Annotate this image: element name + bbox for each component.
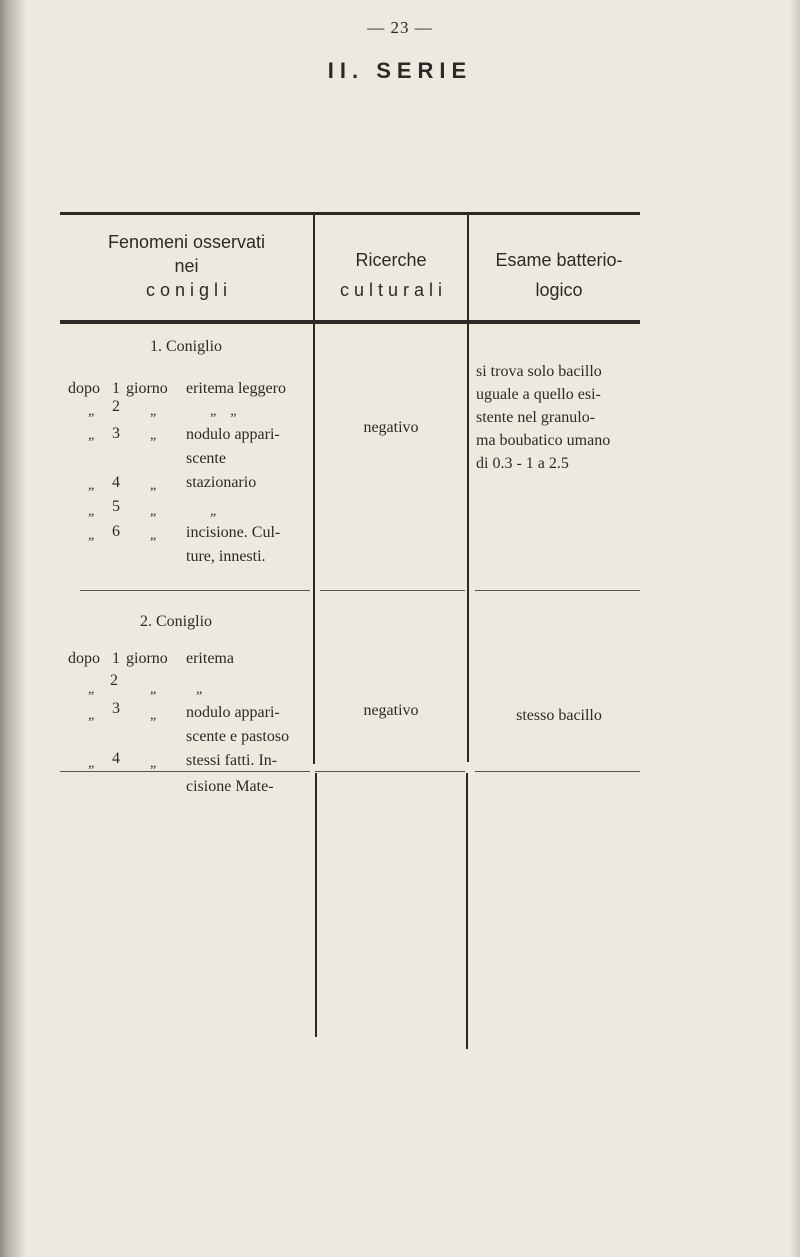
row-dopo: dopo — [68, 650, 100, 667]
row-text: incisione. Cul- — [186, 524, 281, 541]
row-giorno: „ — [150, 478, 157, 493]
column-divider-2b — [466, 773, 468, 1049]
esame-result — [476, 360, 646, 475]
group-separator — [475, 771, 640, 772]
row-num: 5 — [112, 498, 120, 515]
group-title: 2. Coniglio — [140, 613, 213, 630]
group-title: 1. Coniglio — [150, 338, 223, 355]
row-dopo: „ — [88, 504, 95, 519]
group-separator — [315, 771, 465, 772]
row-text: scente — [186, 450, 226, 467]
row-giorno: „ — [150, 756, 157, 771]
header-fenomeni — [60, 230, 313, 302]
row-dopo: „ — [88, 428, 95, 443]
series-title: II. SERIE — [327, 58, 473, 83]
row-text: ture, innesti. — [186, 548, 266, 565]
result-line: stente nel granulo- — [476, 409, 596, 426]
group2-continuation — [186, 776, 274, 798]
row-num: 2 — [112, 398, 120, 415]
row-text: eritema leggero — [186, 380, 286, 397]
header-line: c u l t u r a l i — [339, 280, 443, 300]
row-num: 1 — [112, 650, 120, 667]
row-num: 4 — [112, 750, 120, 767]
row-text: eritema — [186, 650, 234, 667]
row-text: stessi fatti. In- — [186, 752, 278, 769]
row-dopo: „ — [88, 682, 95, 697]
result-line: negativo — [363, 702, 419, 719]
row-dopo: „ — [88, 756, 95, 771]
row-dopo: „ — [88, 528, 95, 543]
table-top-rule — [60, 212, 640, 215]
row-num: 3 — [112, 425, 120, 442]
result-line: di 0.3 - 1 a 2.5 — [476, 455, 569, 472]
row-dopo: „ — [88, 404, 95, 419]
header-line: Ricerche — [355, 250, 427, 270]
row-text: cisione Mate- — [186, 778, 274, 795]
row-dopo: „ — [88, 478, 95, 493]
group-separator — [475, 590, 640, 591]
row-giorno: „ — [150, 428, 157, 443]
row-giorno: „ — [150, 504, 157, 519]
row-dopo: dopo — [68, 380, 100, 397]
row-giorno: „ — [150, 682, 157, 697]
row-text: stazionario — [186, 474, 257, 491]
row-text: nodulo appari- — [186, 704, 280, 721]
header-esame — [469, 245, 649, 305]
page-number: — 23 — — [367, 18, 433, 37]
header-line: Fenomeni osservati — [107, 232, 266, 252]
group-separator — [60, 771, 310, 772]
row-num: 3 — [112, 700, 120, 717]
result-line: stesso bacillo — [516, 707, 602, 724]
row-giorno: „ — [150, 404, 157, 419]
row-giorno: „ — [150, 528, 157, 543]
result-line: si trova solo bacillo — [476, 363, 602, 380]
row-text: nodulo appari- — [186, 426, 280, 443]
header-line: Esame batterio- — [495, 250, 623, 270]
row-num: 6 — [112, 523, 120, 540]
row-giorno: giorno — [126, 380, 168, 397]
result-line: negativo — [363, 419, 419, 436]
book-spine-shadow — [0, 0, 26, 1257]
ricerche-result — [315, 700, 467, 722]
column-divider-1b — [315, 773, 317, 1037]
esame-result — [469, 705, 649, 727]
row-dopo: „ — [88, 708, 95, 723]
page-edge — [790, 0, 800, 1257]
row-text: „ „ — [210, 404, 237, 419]
group-separator — [80, 590, 310, 591]
row-giorno: „ — [150, 708, 157, 723]
result-line: ma boubatico umano — [476, 432, 611, 449]
group-separator — [320, 590, 465, 591]
row-text: scente e pastoso — [186, 728, 290, 745]
result-line: uguale a quello esi- — [476, 386, 601, 403]
header-ricerche — [315, 245, 467, 305]
table-header-rule — [60, 320, 640, 324]
header-line: logico — [535, 280, 583, 300]
row-giorno: giorno — [126, 650, 168, 667]
row-num: 1 — [112, 380, 120, 397]
row-num: 4 — [112, 474, 120, 491]
row-num: 2 — [110, 672, 118, 689]
ricerche-result — [315, 417, 467, 439]
row-text: „ — [210, 504, 217, 519]
row-text: „ — [196, 682, 203, 697]
header-line: nei — [174, 256, 199, 276]
header-line: c o n i g l i — [145, 280, 228, 300]
